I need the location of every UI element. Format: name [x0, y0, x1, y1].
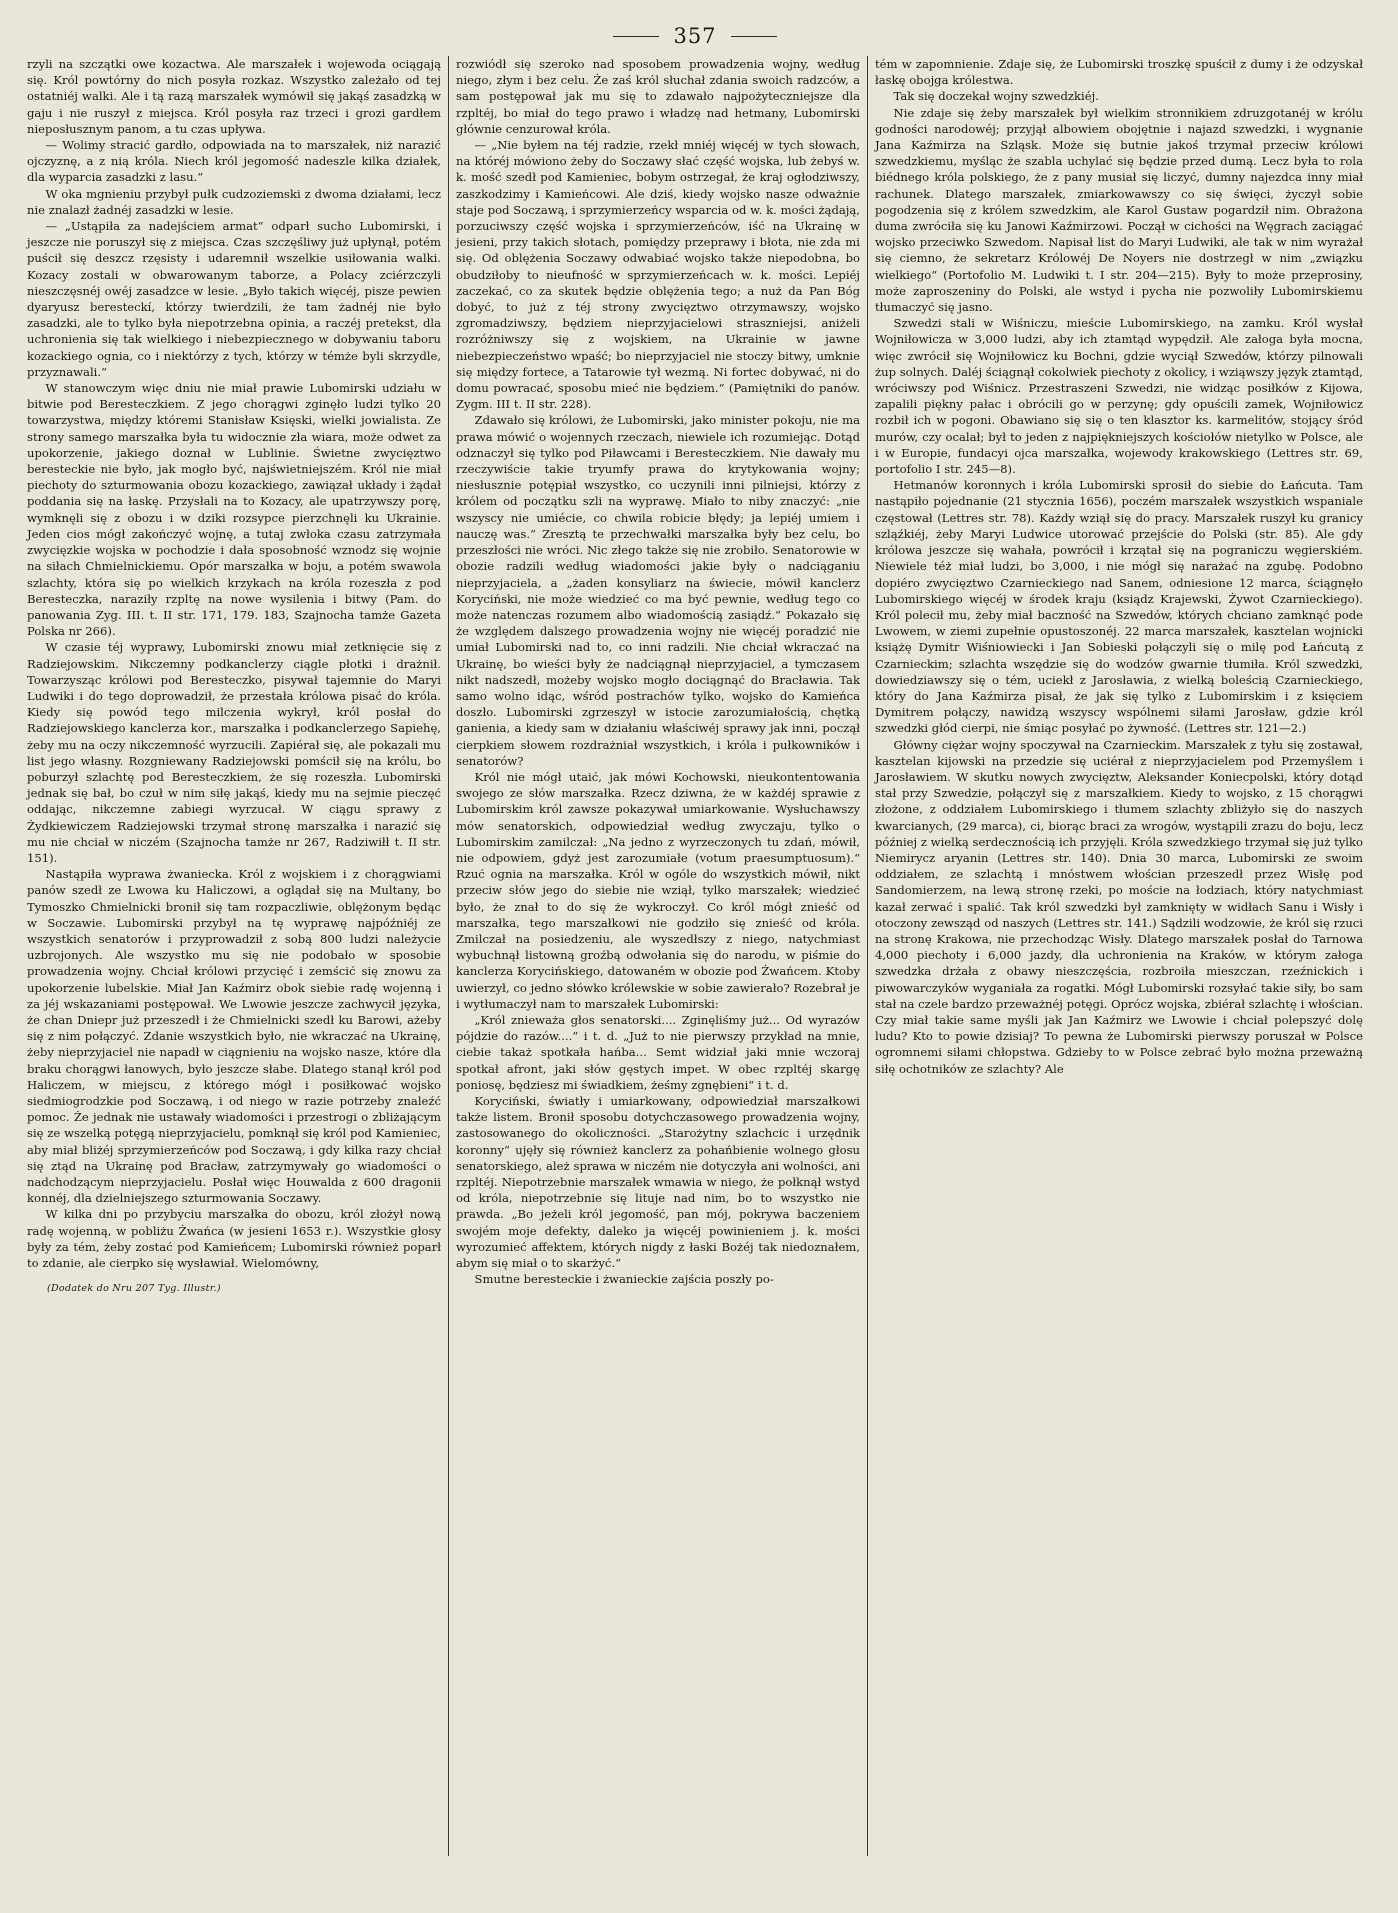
paragraph: tém w zapomnienie. Zdaje się, że Lubomirski troszkę spuścił z dumy i że odzyskał łaskę obojga królestwa.	[875, 57, 1363, 88]
paragraph: W oka mgnieniu przybył pułk cudzoziemski z dwoma działami, lecz nie znalazł żadnéj zasadzki w lesie.	[27, 186, 441, 217]
paragraph: W kilka dni po przybyciu marszałka do obozu, król złożył nową radę wojenną, w pobliżu Żwańca (w jesieni 1653 r.). Wszystkie głosy były za tém, żeby zostać pod Kamieńcem; Lubomirski również poparł to zdanie, ale cierpko się wysławiał. Wielomówny,	[27, 1207, 441, 1271]
paragraph: Smutne beresteckie i żwanieckie zajścia poszły po-	[474, 1272, 774, 1287]
paragraph: Tak się doczekał wojny szwedzkiéj.	[893, 89, 1099, 104]
text-columns	[20, 56, 1370, 1856]
paragraph: W czasie téj wyprawy, Lubomirski znowu miał zetknięcie się z Radziejowskim. Nikczemny podkanclerzy ciągle płotki i drażnił. Towarzysząc królowi pod Beresteczko, pisywał tajemnie do Maryi Ludwiki i do tego doprowadził, że przestała królowa pisać do króla. Kiedy się powód tego milczenia wykrył, król posłał do Radziejowskiego kanclerza kor., marszałka i podkanclerzego Sapiehę, żeby mu na oczy nikczemność wyrzucili. Zapiérał się, ale pokazali mu list jego własny. Rozgniewany Radziejowski pomścił się na królu, bo poburzył szlachtę pod Beresteczkiem, że się rozeszła. Lubomirski jednak się bał, bo czuł w nim siłę jakąś, kiedy mu na sejmie pieczęć oddając, nikczemne zabiegi wyrzucał. W ciągu sprawy z Żydkiewiczem Radziejowski trzymał stronę marszałka i narazić się mu nie chciał w niczém (Szajnocha tamże nr 267, Radziwiłł t. II str. 151).	[27, 640, 441, 865]
paragraph: „Król znieważa głos senatorski.... Zginęliśmy już... Od wyrazów pójdzie do razów....“ i t. d. „Już to nie pierwszy przykład na mnie, ciebie takaż spotkała hańba... Semt widział jaki mnie wczoraj spotkał afront, jaki słów gęstych impet. W obec rzpltéj skargę poniosę, będziesz mi świadkiem, żeśmy zgnębieni“ i t. d.	[456, 1012, 860, 1092]
paragraph: Koryciński, światły i umiarkowany, odpowiedział marszałkowi także listem. Bronił sposobu dotychczasowego prowadzenia wojny, zastosowanego do okoliczności. „Starożytny szlachcic i urzędnik koronny“ ujęły się również kanclerz za pohańbienie wolnego głosu senatorskiego, ależ sprawa w niczém nie dotyczyła ani wolności, ani rzpltéj. Niepotrzebnie marszałek wmawia w niego, że połknął wstyd od króla, niepotrzebnie się lituje nad nim, bo to wszystko nie prawda. „Bo jeżeli król jegomość, pan mój, pokrywa baczeniem swojém moje defekty, daleko ja więcéj powinieniem j. k. mości wyrozumieć affektem, których nigdy z łaski Bożéj tak niedoznałem, abym się miał o to skarżyć.“	[456, 1094, 860, 1271]
supplement-note: (Dodatek do Nru 207 Tyg. Illustr.)	[47, 1283, 221, 1295]
page-number: 357	[659, 14, 730, 48]
paragraph: Zdawało się królowi, że Lubomirski, jako minister pokoju, nie ma prawa mówić o wojennych rzeczach, niewiele ich rozumiejąc. Dotąd odznaczył się tylko pod Piławcami i Beresteczkiem. Nie dawały mu rzeczywiście takie tryumfy prawa do krytykowania wojny; niesłusznie potępiał wszystko, co uczynili inni pilniejsi, którzy z królem od początku szli na wyprawę. Miało to niby znaczyć: „nie wszyscy nie umiécie, co chwila robicie błędy; ja lepiéj umiem i nauczę was.“ Zresztą te przechwałki marszałka były bez celu, bo przeszłości nie wróci. Nic złego także się nie zrobiło. Senatorowie w obozie radzili według wiadomości jakie były o nadciąganiu nieprzyjaciela, a „żaden konsyliarz na świecie, mówił kanclerz Koryciński, nie może wiedzieć co ma być pewnie, według tego co może natenczas rozumem albo wiadomością zasiądź.“ Pokazało się że względem dalszego prowadzenia wojny nie więcéj poradzić nie umiał Lubomirski nad to, co inni radzili. Nie chciał wkraczać na Ukrainę, bo wieści były że nadciągnął nieprzyjaciel, a tymczasem nikt nadszedł, możeby wojsko mogło dociągnąć do Bracławia. Tak samo wolno idąc, wśród postrachów tylko, wojsko do Kamieńca doszło. Lubomirski zgrzeszył w istocie zarozumiałością, chętką ganienia, a kiedy sam w działaniu właściwéj sprawy jak inni, począł cierpkiem słowem rozdrażniał wszystkich, i króla i pułkowników i senatorów?	[456, 413, 860, 768]
paragraph: Szwedzi stali w Wiśniczu, mieście Lubomirskiego, na zamku. Król wysłał Wojniłowicza w 3,000 ludzi, aby ich ztamtąd wypędził. Ale załoga była mocna, więc zwrócił się Wojniłowicz ku Bochni, gdzie wyciął Szwedów, którzy pilnowali żup solnych. Daléj ściągnął cokolwiek piechoty z okolicy, i wziąwszy język ztamtąd, wróciwszy pod Wiśnicz. Przestraszeni Szwedzi, nie widząc posiłków z Kijowa, zapalili piękny pałac i obrócili go w perzynę; gdy opuścili zamek, Wojniłowicz rozbił ich w pogoni. Obawiano się się o ten klasztor ks. karmelitów, stojący śród murów, czy ocalał; był to jeden z najpiękniejszych kościołów nietylko w Polsce, ale i w Europie, fundacyi ojca marszałka, wojewody krakowskiego (Lettres str. 69, portofolio I str. 245—8).	[875, 316, 1363, 477]
paragraph: — „Ustąpiła za nadejściem armat“ odparł sucho Lubomirski, i jeszcze nie poruszył się z miejsca. Czas szczęśliwy już upłynął, potém puścił się deszcz rzęsisty i udaremnił wszelkie usiłowania walki. Kozacy zostali w obwarowanym taborze, a Polacy zciérzczyli nieszczęsnéj owéj zasadzce w lesie. „Było takich więcéj, pisze pewien dyaryusz beresteckí, którzy twierdzili, że tam żadnéj nie było zasadzki, ale to tylko była niepotrzebna opinia, a raczéj pretekst, dla uchronienia się tak wielkiego i niebezpiecznego w dobywaniu taboru kozackiego ognia, co i niektórzy z tych, którzy w témże byli skrzydle, przyznawali.“	[27, 219, 441, 379]
paragraph: rzyli na szczątki owe kozactwa. Ale marszałek i wojewoda ociągają się. Król powtórny do nich posyła rozkaz. Wszystko zależało od tej ostatniéj walki. Ale i tą razą marszałek wymówił się jakąś zasadzką w gaju i nie ruszył z miejsca. Król posyła raz trzeci i grozi gardłem nieposłusznym panom, a tu czas upływa.	[27, 57, 441, 136]
paragraph: Nastąpiła wyprawa żwaniecka. Król z wojskiem i z chorągwiami panów szedł ze Lwowa ku Haliczowi, a oglądał się na Multany, bo Tymoszko Chmielnicki bronił się tam rozpaczliwie, oblężonym będąc w Soczawie. Lubomirski przybył na tę wyprawę najpóźniéj ze wszystkich senatorów i przyprowadził z sobą 800 ludzi należycie uzbrojonych. Ale wszystko mu się nie podobało w sposobie prowadzenia wojny. Chciał królowi przycięć i zemścić się znowu za upokorzenie lubelskie. Miał Jan Kaźmirz obok siebie radę wojenną i za jéj wskazaniami postępował. We Lwowie jeszcze zachwycił języka, że chan Dniepr już przeszedł i że Chmielnicki szedł ku Barowi, ażeby się z nim połączyć. Zdanie wszystkich było, nie wkraczać na Ukrainę, żeby nieprzyjaciel nie napadł w ciągnieniu na wojsko nasze, które dla braku chorągwi łanowych, było jeszcze słabe. Dlatego stanął król pod Haliczem, w miejscu, z którego mógł i posiłkować wojsko siedmiogrodzkie pod Soczawą, i od niego w razie potrzeby znaleźć pomoc. Że jednak nie ustawały wiadomości i przestrogi o zbliżającym się ze wszelką potęgą nieprzyjacielu, pomknął się król pod Kamieniec, aby miał bliżéj sprzymierzeńców pod Soczawą, i gdy kilka razy chciał się ztąd na Ukrainę pod Bracław, zatrzymywały go wiadomości o nadchodzącym nieprzyjacielu. Posłał więc Houwalda z 600 dragonii konnéj, dla dzielniejszego szturmowania Soczawy.	[27, 867, 441, 1206]
paragraph: Król nie mógł utaić, jak mówi Kochowski, nieukontentowania swojego ze słów marszałka. Rzecz dziwna, że w każdéj sprawie z Lubomirskim król zawsze pokazywał umiarkowanie. Wysłuchawszy mów senatorskich, odpowiedział według zwyczaju, tylko o Lubomirskim zamilczał: „Na jedno z wyrzeczonych tu zdań, mówił, nie odpowiem, gdyż jest zarozumiałe (votum praesumptuosum).“ Rzuć ognia na marszałka. Król w ogóle do wszystkich mówił, nikt przeciw słów jego do siebie nie wziął, tylko marszałek; wiedzieć było, że znał to do się że wykroczył. Co król mógł znieść od marszałka, tego marszałkowi nie godziło się znieść od króla. Zmilczał na posiedzeniu, ale wyszedłszy z niego, natychmiast wybuchnął listowną groźbą odwołania się do narodu, w piśmie do kanclerza Korycińskiego, datowaném w obozie pod Żwańcem. Ktoby uwierzył, co jedno słówko królewskie w sobie zawierało? Rozebrał je i wytłumaczył nam to marszałek Lubomirski:	[456, 769, 860, 1011]
column-2	[448, 56, 868, 1856]
paragraph: — Wolimy stracić gardło, odpowiada na to marszałek, niż narazić ojczyznę, a z nią króla. Niech król jegomość nadeszle kilka działek, dla wyparcia zasadzki z lasu.“	[27, 138, 441, 185]
page-header	[20, 14, 1370, 56]
paragraph: Nie zdaje się żeby marszałek był wielkim stronnikiem zdruzgotanéj w królu godności narodowéj; przyjął albowiem obojętnie i najazd szwedzki, i wygnanie Jana Kaźmirza na Szląsk. Może się butnie jakoś trzymał przeciw królowi szwedzkiemu, myśląc że szabla uchylać się będzie przed dumą. Lecz była to rola biédnego króla polskiego, że z pany musiał się liczyć, dumny najezdca inny miał rachunek. Dlatego marszałek, zmiarkowawszy co się święci, życzył sobie pogodzenia się z królem szwedzkim, ale Karol Gustaw pogardził nim. Obrażona duma zwróciła się ku Janowi Kaźmirzowi. Począł w cichości na Węgrach zaciągać wojsko przeciwko Szwedom. Napisał list do Maryi Ludwiki, ale tak w nim wyrażał się ciemno, że sekretarz Królowéj De Noyers nie dostrzegł w nim „związku wielkiego“ (Portofolio M. Ludwiki t. I str. 204—215). Były to może przeprosiny, może zaproszeniny do Polski, ale wstyd i pycha nie pozwoliły Lubomirskiemu tłumaczyć się jasno.	[875, 105, 1363, 315]
paragraph: rozwiódł się szeroko nad sposobem prowadzenia wojny, według niego, złym i bez celu. Że zaś król słuchał zdania swoich radzców, a sam postępował jak mu się to zdawało najpożyteczniejsze dla rzpltéj, bo miał do tego prawo i władzę nad hetmany, Lubomirski głównie cenzurował króla.	[456, 57, 860, 136]
paragraph: Główny ciężar wojny spoczywał na Czarnieckim. Marszałek z tyłu się zostawał, kasztelan kijowski na przedzie się uciérał z nieprzyjacielem pod Przemyślem i Jarosławiem. W skutku nowych zwycięztw, Aleksander Koniecpolski, który dotąd stał przy Szwedzie, połączył się z marszałkiem. Kiedy to wojsko, z 15 chorągwi złożone, z oddziałem Lubomirskiego i tłumem szlachty zbliżyło się do naszych kwarcianych, (29 marca), ci, biorąc braci za wrogów, wystąpili zrazu do boju, lecz później z wielką serdecznością ich przyjęli. Króla szwedzkiego trzymał się już tylko Niemirycz aryanin (Lettres str. 140). Dnia 30 marca, Lubomirski ze swoim oddziałem, ze szlachtą i mnóstwem włościan przeszedł przez Wisłę pod Sandomierzem, na lewą stronę rzeki, po moście na łodziach, który natychmiast kazał zerwać i spalić. Tak król szwedzki był zamknięty w widłach Sanu i Wisły i otoczony zewsząd od naszych (Lettres str. 141.) Sądzili wodzowie, że król się rzuci na stronę Krakowa, nie przechodząc Wisły. Dlatego marszałek posłał do Tarnowa 4,000 piechoty i 6,000 jazdy, dla uchronienia na Kraków, w którym załoga szwedzka drżała z obawy nieszczęścia, rozbroiła mieszczan, rzeźnickich i piwowarczyków wyganiała za rogatki. Mógł Lubomirski rozsyłać takie siły, bo sam stał na czele bardzo przeważnéj potęgi. Oprócz wojska, zbiérał szlachtę i włościan. Czy miał takie same myśli jak Jan Kaźmirz we Lwowie i chciał polepszyć dolę ludu? Kto to powie dzisiaj? To pewna że Lubomirski pierwszy poruszał w Polsce ogromnemi siłami chłopstwa. Gdzieby to w Polsce zebrać było można przeważną siłę ochotników ze szlachty? Ale	[875, 737, 1363, 1076]
paragraph: — „Nie byłem na téj radzie, rzekł mniéj więcéj w tych słowach, na któréj mówiono żeby do Soczawy słać część wojska, lub żebyś w. k. mość szedł pod Kamieniec, bobym ostrzegał, że kraj ogłodziwszy, zaszkodzimy i Kamieńcowi. Ale dziś, kiedy wojsko nasze odważnie staje pod Soczawą, i sprzymierzeńcy wsparcia od w. k. mości żądają, porzuciwszy część wojska i sprzymierzeńców, iść na Ukrainę w jesieni, przy takich słotach, pomiędzy przeprawy i błota, nie zda mi się. Od oblężenia Soczawy odwabiać wojsko także niepodobna, bo obudziłoby to nieufność w sprzymierzeńcach w. k. mości. Lepiéj zaczekać, co za skutek będzie oblężenia tego; a nuż da Pan Bóg dobyć, to już z téj strony zwycięztwo otrzymawszy, wojsko zgromadziwszy, będziem nieprzyjacielowi straszniejsi, aniżeli rozróżniwszy się z wojskiem, na Ukrainie w jawne niebezpieczeństwo wpaść; bo nieprzyjaciel nie stoczy bitwy, umknie się między fortece, a Tatarowie tył wezmą. Ni fortec dobywać, ni do domu powracać, sposobu mieć nie będziem.“ (Pamiętniki do panów. Zygm. III t. II str. 228).	[456, 138, 860, 412]
paragraph: W stanowczym więc dniu nie miał prawie Lubomirski udziału w bitwie pod Beresteczkiem. Z jego chorągwi zginęło ludzi tylko 20 towarzystwa, między któremi Stanisław Księski, wielki jowialista. Ze strony samego marszałka była tu widocznie zła wiara, może odwet za upokorzenie, jakiego doznał w Lublinie. Świetne zwycięztwo beresteckie nie było, jak mogło być, najświetniejszém. Król nie miał piechoty do szturmowania obozu kozackiego, zawiązał układy i żądał poddania się na łaskę. Przysłali na to Kozacy, ale upatrzywszy porę, wymknęli się z obozu i w dziki rozsypce pierzchnęli ku Ukrainie. Jeden cios mógł zakończyć wojnę, a tutaj zwłoka czasu zatrzymała zwycięzkie wojska w pochodzie i dała sposobność wznodz się wojnie na siłach Chmielnickiemu. Opór marszałka w boju, a potém swawola szlachty, która się po wielkich krzykach na króla rozeszła z pod Beresteczka, naraziły rzpltę na nowe wysilenia i bitwy (Pam. do panowania Zyg. III. t. II str. 171, 179. 183, Szajnocha tamże Gazeta Polska nr 266).	[27, 381, 441, 639]
paragraph: Hetmanów koronnych i króla Lubomirski sprosił do siebie do Łańcuta. Tam nastąpiło pojednanie (21 stycznia 1656), poczém marszałek wszystkich wspaniale częstował (Lettres str. 78). Każdy wziął się do pracy. Marszałek ruszył ku granicy szląźkiéj, żeby Maryi Ludwice utorować przejście do Polski (str. 85). Ale gdy królowa jeszcze się wahała, powrócił i krzątał się na pograniczu węgierskiém. Niewiele téż miał ludzi, bo 3,000, i nie mógł się narażać na zgubę. Podobno dopiéro zwycięztwo Czarnieckiego nad Sanem, odniesione 12 marca, ściągnęło Lubomirskiego więcéj w środek kraju (ksiądz Krajewski, Żywot Czarnieckiego). Król polecił mu, żeby miał baczność na Szwedów, których chciano zamknąć pode Lwowem, w ziemi zupełnie opustoszonéj. 22 marca marszałek, kasztelan wojnicki książę Dymitr Wiśniowiecki i Jan Sobieski połączyli się o milę pod Łańcutą z Czarnieckim; szlachta wszędzie się do wodzów gwarnie tłumiła. Król szwedzki, dowiedziawszy się o tém, uciekł z Jarosławia, z wielką boleścią Czarnieckiego, który do Jana Kaźmirza pisał, że jak się tylko z Lubomirskim i z księciem Dymitrem połączy, nawidzą wszyscy wspólnemi siłami Jarosław, gdzie król szwedzki głód cierpi, nie śmiąc posyłać po żywność. (Lettres str. 121—2.)	[875, 478, 1363, 736]
column-3	[868, 56, 1370, 1856]
column-1	[20, 56, 448, 1856]
